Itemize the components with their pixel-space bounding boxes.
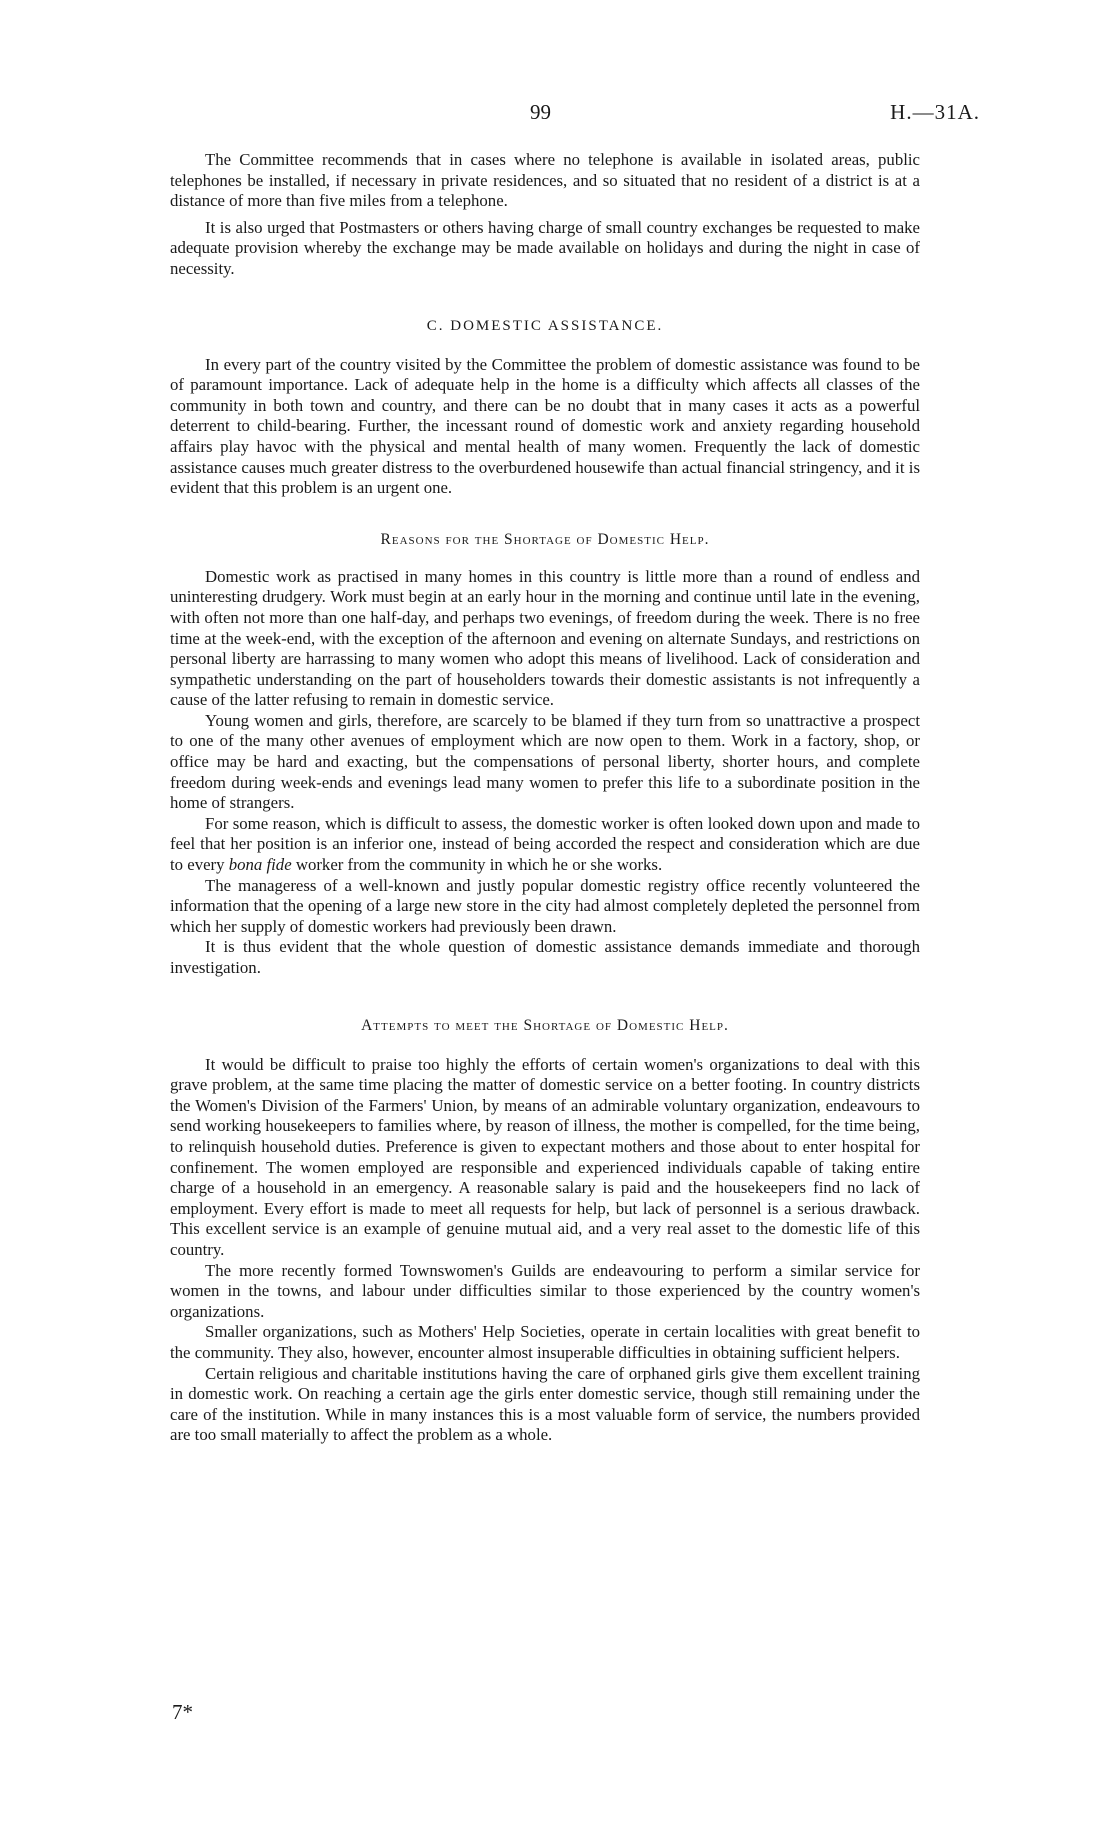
- reasons-paragraph: It is thus evident that the whole question of domestic assistance demands immediate and thorough investigation.: [170, 937, 920, 977]
- reasons-paragraph: [170, 814, 920, 876]
- reasons-paragraph: Domestic work as practised in many homes in this country is little more than a round of endless and uninteresting drudgery. Work must begin at an early hour in the morning and continue until late in the evening, with often not more than one half-day, and perhaps two evenings, of freedom during the week. There is no free time at the week-end, with the exception of the afternoon and evening on alternate Sundays, and restrictions on personal liberty are harrassing to many women who adopt this means of livelihood. Lack of consideration and sympathetic understanding on the part of householders towards their domestic assistants is not infrequently a cause of the latter refusing to remain in domestic service.: [170, 566, 920, 710]
- signature-mark: 7*: [172, 1700, 193, 1724]
- document-reference: H.—31A.: [890, 100, 980, 124]
- reasons-p3-end: worker from the community in which he or she works.: [291, 855, 663, 875]
- intro-paragraph: The Committee recommends that in cases where no telephone is available in isolated areas, public telephones be installed, if necessary in private residences, and so situated that no resident of a district is at a distance of more than five miles from a telephone.: [170, 150, 920, 211]
- document-body: [170, 150, 920, 1446]
- attempts-paragraph: The more recently formed Townswomen's Guilds are endeavouring to perform a similar service for women in the towns, and labour under difficulties similar to those experienced by the country women's organizations.: [170, 1260, 920, 1321]
- page-number: 99: [530, 100, 551, 124]
- attempts-paragraph: Certain religious and charitable institutions having the care of orphaned girls give them excellent training in domestic work. On reaching a certain age the girls enter domestic service, though still remaining under the care of the institution. While in many instances this is a most valuable form of service, the numbers provided are too small materially to affect the problem as a whole.: [170, 1363, 920, 1445]
- attempts-paragraph: Smaller organizations, such as Mothers' Help Societies, operate in certain localities with great benefit to the community. They also, however, encounter almost insuperable difficulties in obtaining sufficient helpers.: [170, 1322, 920, 1362]
- section-heading-domestic-assistance: C. DOMESTIC ASSISTANCE.: [426, 317, 664, 334]
- italic-phrase: bona fide: [228, 855, 292, 875]
- reasons-p3-start: For some reason, which is difficult to assess, the domestic worker is often looked down upon and made to feel that her position is an inferior one, instead of being accorded the respect and consideration which are due to every: [170, 813, 920, 875]
- subheading-reasons-shortage: Reasons for the Shortage of Domestic Help.: [380, 530, 710, 548]
- attempts-paragraph: It would be difficult to praise too highly the efforts of certain women's organizations to deal with this grave problem, at the same time placing the matter of domestic service on a better footing. In country districts the Women's Division of the Farmers' Union, by means of an admirable voluntary organization, endeavours to send working housekeepers to families where, by reason of illness, the mother is compelled, for the time being, to relinquish household duties. Preference is given to expectant mothers and those about to enter hospital for confinement. The women employed are responsible and experienced individuals capable of taking entire charge of a household in an emergency. A reasonable salary is paid and the housekeepers find no lack of employment. Every effort is made to meet all requests for help, but lack of personnel is a serious drawback. This excellent service is an example of genuine mutual aid, and a very real asset to the domestic life of this country.: [170, 1054, 920, 1259]
- intro-paragraph: It is also urged that Postmasters or others having charge of small country exchanges be requested to make adequate provision whereby the exchange may be made available on holidays and during the night in case of necessity.: [170, 217, 920, 278]
- subheading-attempts-meet-shortage: Attempts to meet the Shortage of Domestic Help.: [361, 1016, 729, 1034]
- page-header: [0, 100, 1114, 130]
- reasons-paragraph: Young women and girls, therefore, are scarcely to be blamed if they turn from so unattractive a prospect to one of the many other avenues of employment which are now open to them. Work in a factory, shop, or office may be hard and exacting, but the compensations of personal liberty, shorter hours, and complete freedom during week-ends and evenings lead many women to prefer this life to a subordinate position in the home of strangers.: [170, 710, 920, 813]
- section-c-paragraph: In every part of the country visited by the Committee the problem of domestic assistance was found to be of paramount importance. Lack of adequate help in the home is a difficulty which affects all classes of the community in both town and country, and there can be no doubt that in many cases it acts as a powerful deterrent to child-bearing. Further, the incessant round of domestic work and anxiety regarding household affairs play havoc with the physical and mental health of many women. Frequently the lack of domestic assistance causes much greater distress to the overburdened housewife than actual financial stringency, and it is evident that this problem is an urgent one.: [170, 354, 920, 498]
- reasons-paragraph: The manageress of a well-known and justly popular domestic registry office recently volunteered the information that the opening of a large new store in the city had almost completely depleted the personnel from which her supply of domestic workers had previously been drawn.: [170, 875, 920, 936]
